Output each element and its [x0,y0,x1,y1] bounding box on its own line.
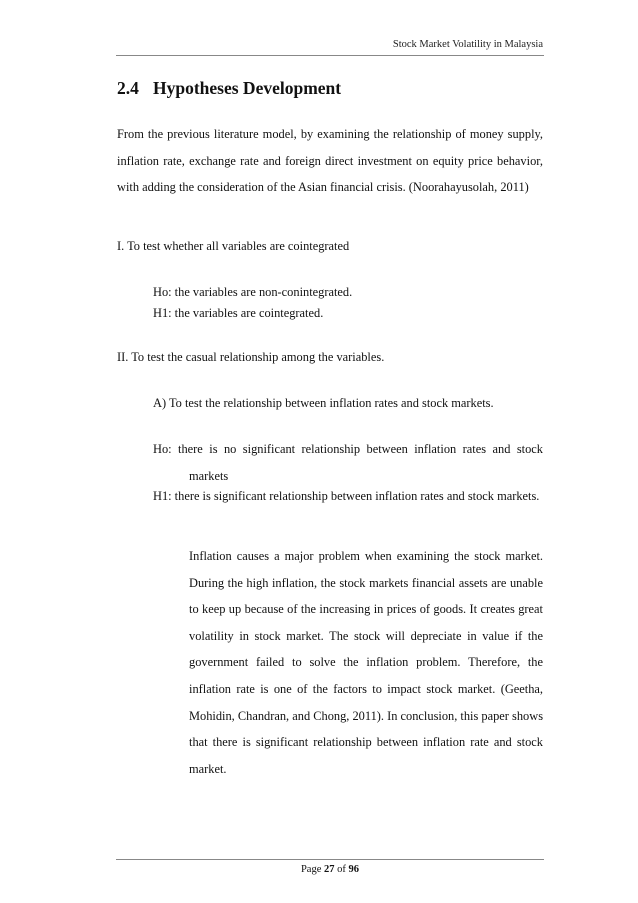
intro-paragraph: From the previous literature model, by examining the relationship of money supply, inflation rate, exchange rate and foreign direct investment on equity price behavior, with adding the consideration of the Asian financial crisis. (Noorahayusolah, 2011) [117,127,543,195]
section-title: Hypotheses Development [153,78,342,98]
hypothesis-two-null: Ho: there is no significant relationship between inflation rates and stock markets [153,442,543,483]
section-number: 2.4 [117,78,139,98]
hypothesis-two-explanation: Inflation causes a major problem when examining the stock market. During the high inflation, the stock markets financial assets are unable to keep up because of the increasing in prices of goods. It creates great volatility in stock market. The stock will depreciate in value if the government failed to solve the inflation problem. Therefore, the inflation rate is one of the factors to impact stock market. (Geetha, Mohidin, Chandran, and Chong, 2011). In conclusion, this paper shows that there is significant relationship between inflation rate and stock market. [189,549,544,776]
hypothesis-two-title: II. To test the casual relationship among the variables. [117,350,385,364]
total-pages: 96 [348,864,360,875]
header-divider [116,55,544,56]
hypothesis-two-subsection-a: A) To test the relationship between inflation rates and stock markets. [153,396,494,410]
hypothesis-one-null: Ho: the variables are non-conintegrated. [153,285,353,299]
page-label: Page [300,864,322,875]
footer-divider [116,859,544,860]
current-page: 27 [324,864,335,875]
hypothesis-one-title: I. To test whether all variables are cointegrated [117,239,350,253]
of-label: of [337,864,346,875]
hypothesis-two-alternative: H1: there is significant relationship between inflation rates and stock markets. [153,489,540,503]
page-number [0,864,638,875]
hypothesis-one-alternative: H1: the variables are cointegrated. [153,306,324,320]
section-heading [117,75,341,101]
running-header-title: Stock Market Volatility in Malaysia [392,39,543,50]
